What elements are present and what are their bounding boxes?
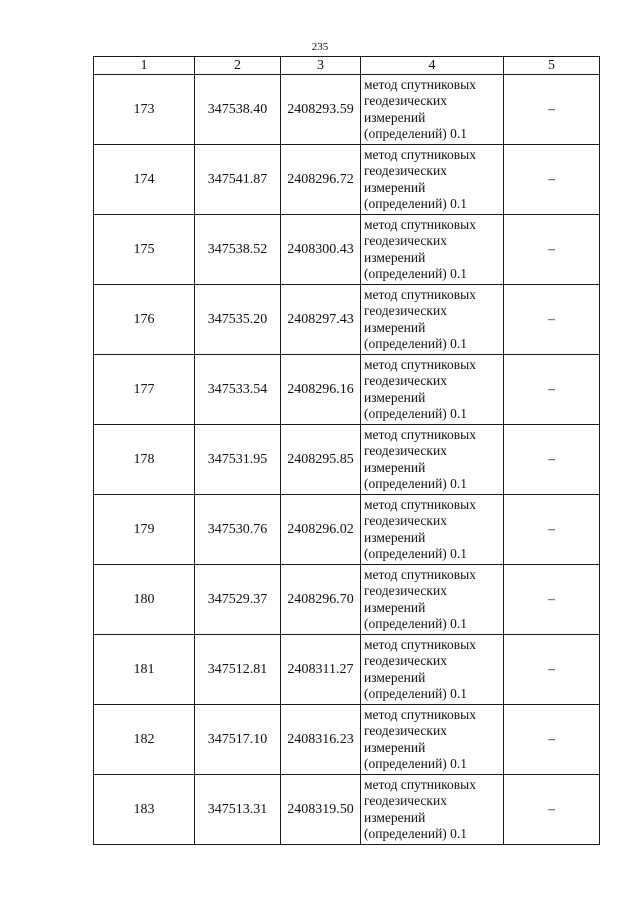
note-cell: – bbox=[504, 285, 600, 355]
method-description: метод спутниковых геодезических измерений (определений) 0.1 bbox=[361, 635, 504, 705]
coordinate-x: 347538.40 bbox=[195, 75, 281, 145]
note-cell: – bbox=[504, 425, 600, 495]
coordinate-y: 2408296.16 bbox=[281, 355, 361, 425]
coordinate-y: 2408297.43 bbox=[281, 285, 361, 355]
note-cell: – bbox=[504, 75, 600, 145]
coordinates-table bbox=[93, 56, 600, 845]
note-cell: – bbox=[504, 635, 600, 705]
table-row bbox=[94, 75, 600, 145]
method-description: метод спутниковых геодезических измерений (определений) 0.1 bbox=[361, 215, 504, 285]
point-number: 182 bbox=[94, 705, 195, 775]
table-row bbox=[94, 775, 600, 845]
table-row bbox=[94, 215, 600, 285]
point-number: 173 bbox=[94, 75, 195, 145]
method-description: метод спутниковых геодезических измерений (определений) 0.1 bbox=[361, 565, 504, 635]
column-header-2: 2 bbox=[195, 57, 281, 75]
method-description: метод спутниковых геодезических измерений (определений) 0.1 bbox=[361, 75, 504, 145]
point-number: 177 bbox=[94, 355, 195, 425]
table-row bbox=[94, 565, 600, 635]
coordinate-x: 347513.31 bbox=[195, 775, 281, 845]
method-description: метод спутниковых геодезических измерений (определений) 0.1 bbox=[361, 705, 504, 775]
coordinate-x: 347529.37 bbox=[195, 565, 281, 635]
point-number: 179 bbox=[94, 495, 195, 565]
method-description: метод спутниковых геодезических измерений (определений) 0.1 bbox=[361, 425, 504, 495]
table-row bbox=[94, 495, 600, 565]
point-number: 181 bbox=[94, 635, 195, 705]
note-cell: – bbox=[504, 355, 600, 425]
table-header-row bbox=[94, 57, 600, 75]
note-cell: – bbox=[504, 565, 600, 635]
coordinate-x: 347531.95 bbox=[195, 425, 281, 495]
method-description: метод спутниковых геодезических измерений (определений) 0.1 bbox=[361, 495, 504, 565]
coordinate-x: 347541.87 bbox=[195, 145, 281, 215]
point-number: 180 bbox=[94, 565, 195, 635]
table-row bbox=[94, 425, 600, 495]
table-row bbox=[94, 635, 600, 705]
coordinate-y: 2408296.72 bbox=[281, 145, 361, 215]
method-description: метод спутниковых геодезических измерений (определений) 0.1 bbox=[361, 145, 504, 215]
method-description: метод спутниковых геодезических измерений (определений) 0.1 bbox=[361, 355, 504, 425]
point-number: 176 bbox=[94, 285, 195, 355]
coordinate-x: 347530.76 bbox=[195, 495, 281, 565]
coordinate-y: 2408319.50 bbox=[281, 775, 361, 845]
coordinate-x: 347517.10 bbox=[195, 705, 281, 775]
note-cell: – bbox=[504, 215, 600, 285]
table-row bbox=[94, 705, 600, 775]
note-cell: – bbox=[504, 145, 600, 215]
table-row bbox=[94, 285, 600, 355]
table-row bbox=[94, 355, 600, 425]
method-description: метод спутниковых геодезических измерений (определений) 0.1 bbox=[361, 775, 504, 845]
coordinate-y: 2408295.85 bbox=[281, 425, 361, 495]
method-description: метод спутниковых геодезических измерений (определений) 0.1 bbox=[361, 285, 504, 355]
point-number: 175 bbox=[94, 215, 195, 285]
column-header-1: 1 bbox=[94, 57, 195, 75]
coordinate-y: 2408293.59 bbox=[281, 75, 361, 145]
coordinate-x: 347538.52 bbox=[195, 215, 281, 285]
column-header-3: 3 bbox=[281, 57, 361, 75]
point-number: 183 bbox=[94, 775, 195, 845]
coordinate-y: 2408296.02 bbox=[281, 495, 361, 565]
note-cell: – bbox=[504, 705, 600, 775]
note-cell: – bbox=[504, 495, 600, 565]
point-number: 178 bbox=[94, 425, 195, 495]
coordinate-y: 2408311.27 bbox=[281, 635, 361, 705]
point-number: 174 bbox=[94, 145, 195, 215]
note-cell: – bbox=[504, 775, 600, 845]
coordinate-y: 2408296.70 bbox=[281, 565, 361, 635]
column-header-5: 5 bbox=[504, 57, 600, 75]
coordinate-x: 347535.20 bbox=[195, 285, 281, 355]
page-number: 235 bbox=[311, 41, 329, 53]
column-header-4: 4 bbox=[361, 57, 504, 75]
coordinate-y: 2408316.23 bbox=[281, 705, 361, 775]
table-body bbox=[94, 75, 600, 845]
coordinate-x: 347512.81 bbox=[195, 635, 281, 705]
coordinate-x: 347533.54 bbox=[195, 355, 281, 425]
table-row bbox=[94, 145, 600, 215]
coordinate-y: 2408300.43 bbox=[281, 215, 361, 285]
